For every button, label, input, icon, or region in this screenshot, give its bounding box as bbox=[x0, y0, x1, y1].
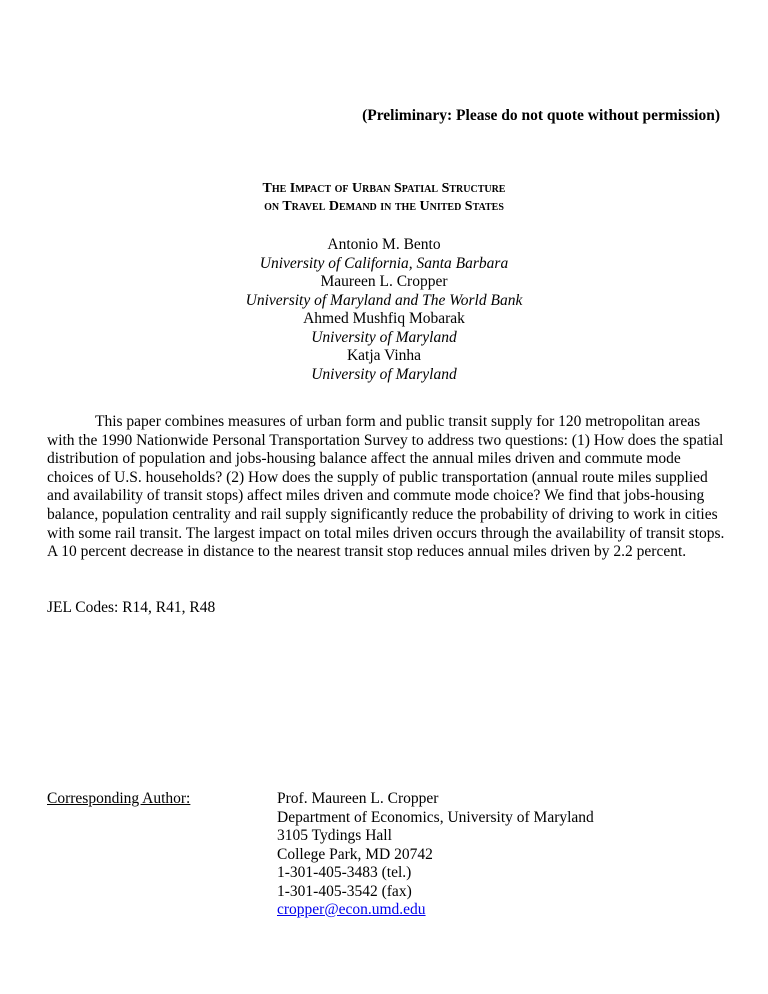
author-name: Maureen L. Cropper bbox=[320, 273, 448, 290]
corresponding-author-label: Corresponding Author: bbox=[47, 790, 191, 807]
abstract: This paper combines measures of urban form and public transit supply for 120 metropolitan areas with the 1990 Nationwide Personal Transportation Survey to address two questions: (1) How does the spatial distribution of population and jobs-housing balance affect the annual miles driven and commute mode choices of U.S. households? (2) How does the supply of public transportation (annual route miles supplied and availability of transit stops) affect miles driven and commute mode choice? We find that jobs-housing balance, population centrality and rail supply significantly reduce the probability of driving to work in cities with some rail transit. The largest impact on total miles driven occurs through the availability of transit stops. A 10 percent decrease in distance to the nearest transit stop reduces annual miles driven by 2.2 percent. bbox=[47, 413, 725, 561]
author-affiliation: University of Maryland and The World Bank bbox=[245, 291, 523, 309]
jel-codes: JEL Codes: R14, R41, R48 bbox=[47, 599, 216, 616]
corresponding-author-phone: 1-301-405-3483 (tel.) bbox=[277, 864, 412, 881]
author-affiliation: University of Maryland bbox=[311, 365, 457, 383]
preliminary-notice: (Preliminary: Please do not quote without permission) bbox=[362, 107, 720, 124]
corresponding-author-department: Department of Economics, University of Maryland bbox=[277, 808, 594, 826]
author-affiliation: University of Maryland bbox=[311, 328, 457, 346]
corresponding-author-block bbox=[277, 790, 594, 920]
author-name: Antonio M. Bento bbox=[327, 236, 441, 253]
corresponding-author-email-link[interactable]: cropper@econ.umd.edu bbox=[277, 901, 426, 918]
corresponding-author-street: 3105 Tydings Hall bbox=[277, 827, 392, 844]
paper-title-line-2: on Travel Demand in the United States bbox=[264, 199, 504, 214]
author-name: Ahmed Mushfiq Mobarak bbox=[303, 310, 465, 327]
corresponding-author-name: Prof. Maureen L. Cropper bbox=[277, 790, 439, 807]
paper-title bbox=[0, 180, 768, 216]
author-list bbox=[0, 236, 768, 384]
author-affiliation: University of California, Santa Barbara bbox=[259, 254, 509, 272]
corresponding-author-city: College Park, MD 20742 bbox=[277, 845, 433, 863]
corresponding-author-fax: 1-301-405-3542 (fax) bbox=[277, 882, 412, 900]
author-name: Katja Vinha bbox=[346, 347, 422, 364]
paper-title-line-1: The Impact of Urban Spatial Structure bbox=[262, 181, 506, 196]
